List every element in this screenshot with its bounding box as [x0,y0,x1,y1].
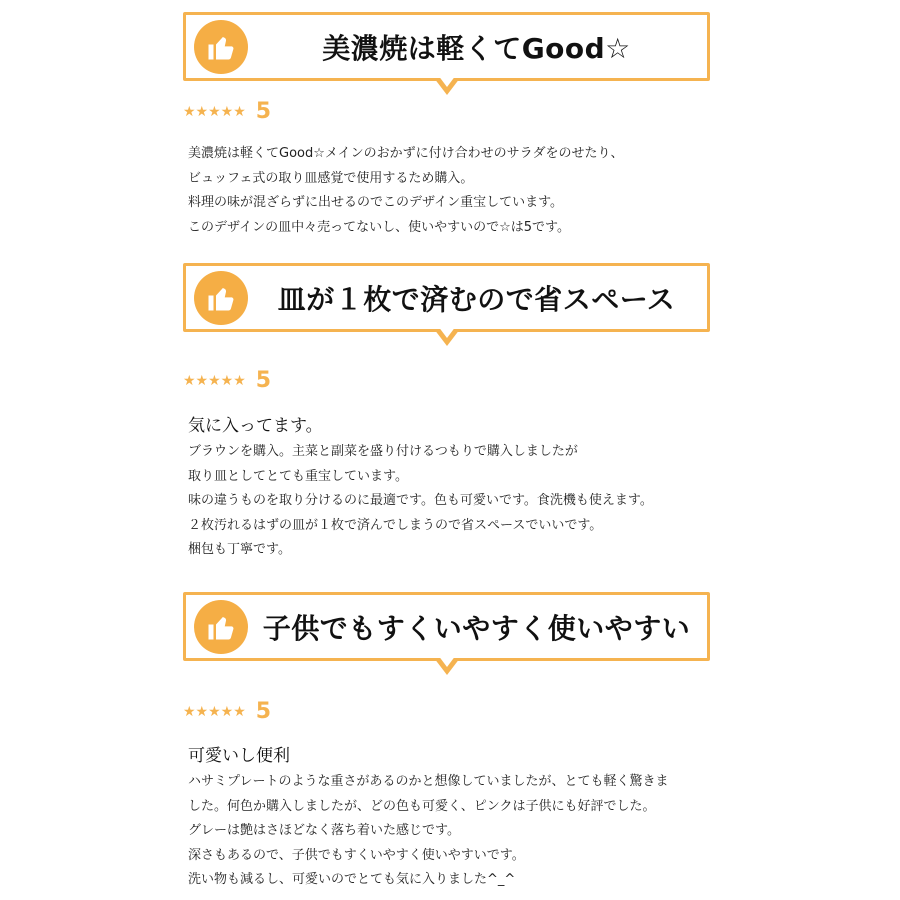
review-3-headline-box [183,592,710,661]
thumbs-up-icon [194,271,248,325]
star-rating-icon: ★★★★★ [183,103,246,120]
review-3-subtitle: 可愛いし便利 [188,746,290,766]
rating-score: 5 [255,368,272,393]
review-2-body [188,440,708,563]
thumbs-up-icon [194,600,248,654]
review-line: 味の違うものを取り分けるのに最適です。色も可愛いです。食洗機も使えます。 [188,493,653,508]
bubble-tail [434,78,460,95]
review-line: グレーは艶はさほどなく落ち着いた感じです。 [188,823,460,838]
review-line: 洗い物も減るし、可愛いのでとても気に入りました^_^ [188,872,516,887]
thumbs-up-icon [194,20,248,74]
review-1-headline: 美濃焼は軽くてGood☆ [322,31,631,65]
review-3-rating [183,699,271,724]
review-line: 料理の味が混ざらずに出せるのでこのデザイン重宝しています。 [188,195,564,210]
review-line: 美濃焼は軽くてGood☆メインのおかずに付け合わせのサラダをのせたり、 [188,146,624,161]
review-1-headline-box [183,12,710,81]
review-1-body [188,142,708,240]
review-line: 取り皿としてとても重宝しています。 [188,468,408,484]
review-2-rating [183,368,271,393]
review-line: ビュッフェ式の取り皿感覚で使用するため購入。 [188,170,474,186]
review-line: 深さもあるので、子供でもすくいやすく使いやすいです。 [188,847,525,863]
review-2-headline: 皿が１枚で済むので省スペース [277,282,676,316]
review-2-headline-box [183,263,710,332]
review-line: ２枚汚れるはずの皿が１枚で済んでしまうので省スペースでいいです。 [188,517,603,533]
bubble-tail [434,658,460,675]
rating-score: 5 [255,99,272,124]
review-line: このデザインの皿中々売ってないし、使いやすいので☆は5です。 [188,219,570,235]
star-rating-icon: ★★★★★ [183,372,246,389]
review-2-subtitle: 気に入ってます。 [188,416,323,436]
review-3-body [188,770,708,893]
review-line: ブラウンを購入。主菜と副菜を盛り付けるつもりで購入しましたが [188,444,578,459]
review-line: ハサミプレートのような重さがあるのかと想像していましたが、とても軽く驚きま [188,774,669,789]
review-3-headline: 子供でもすくいやすく使いやすい [262,611,691,645]
review-1-rating [183,99,271,124]
rating-score: 5 [255,699,272,724]
bubble-tail [434,329,460,346]
review-line: 梱包も丁寧です。 [188,542,291,557]
review-line: した。何色か購入しましたが、どの色も可愛く、ピンクは子供にも好評でした。 [188,798,656,814]
star-rating-icon: ★★★★★ [183,703,246,720]
